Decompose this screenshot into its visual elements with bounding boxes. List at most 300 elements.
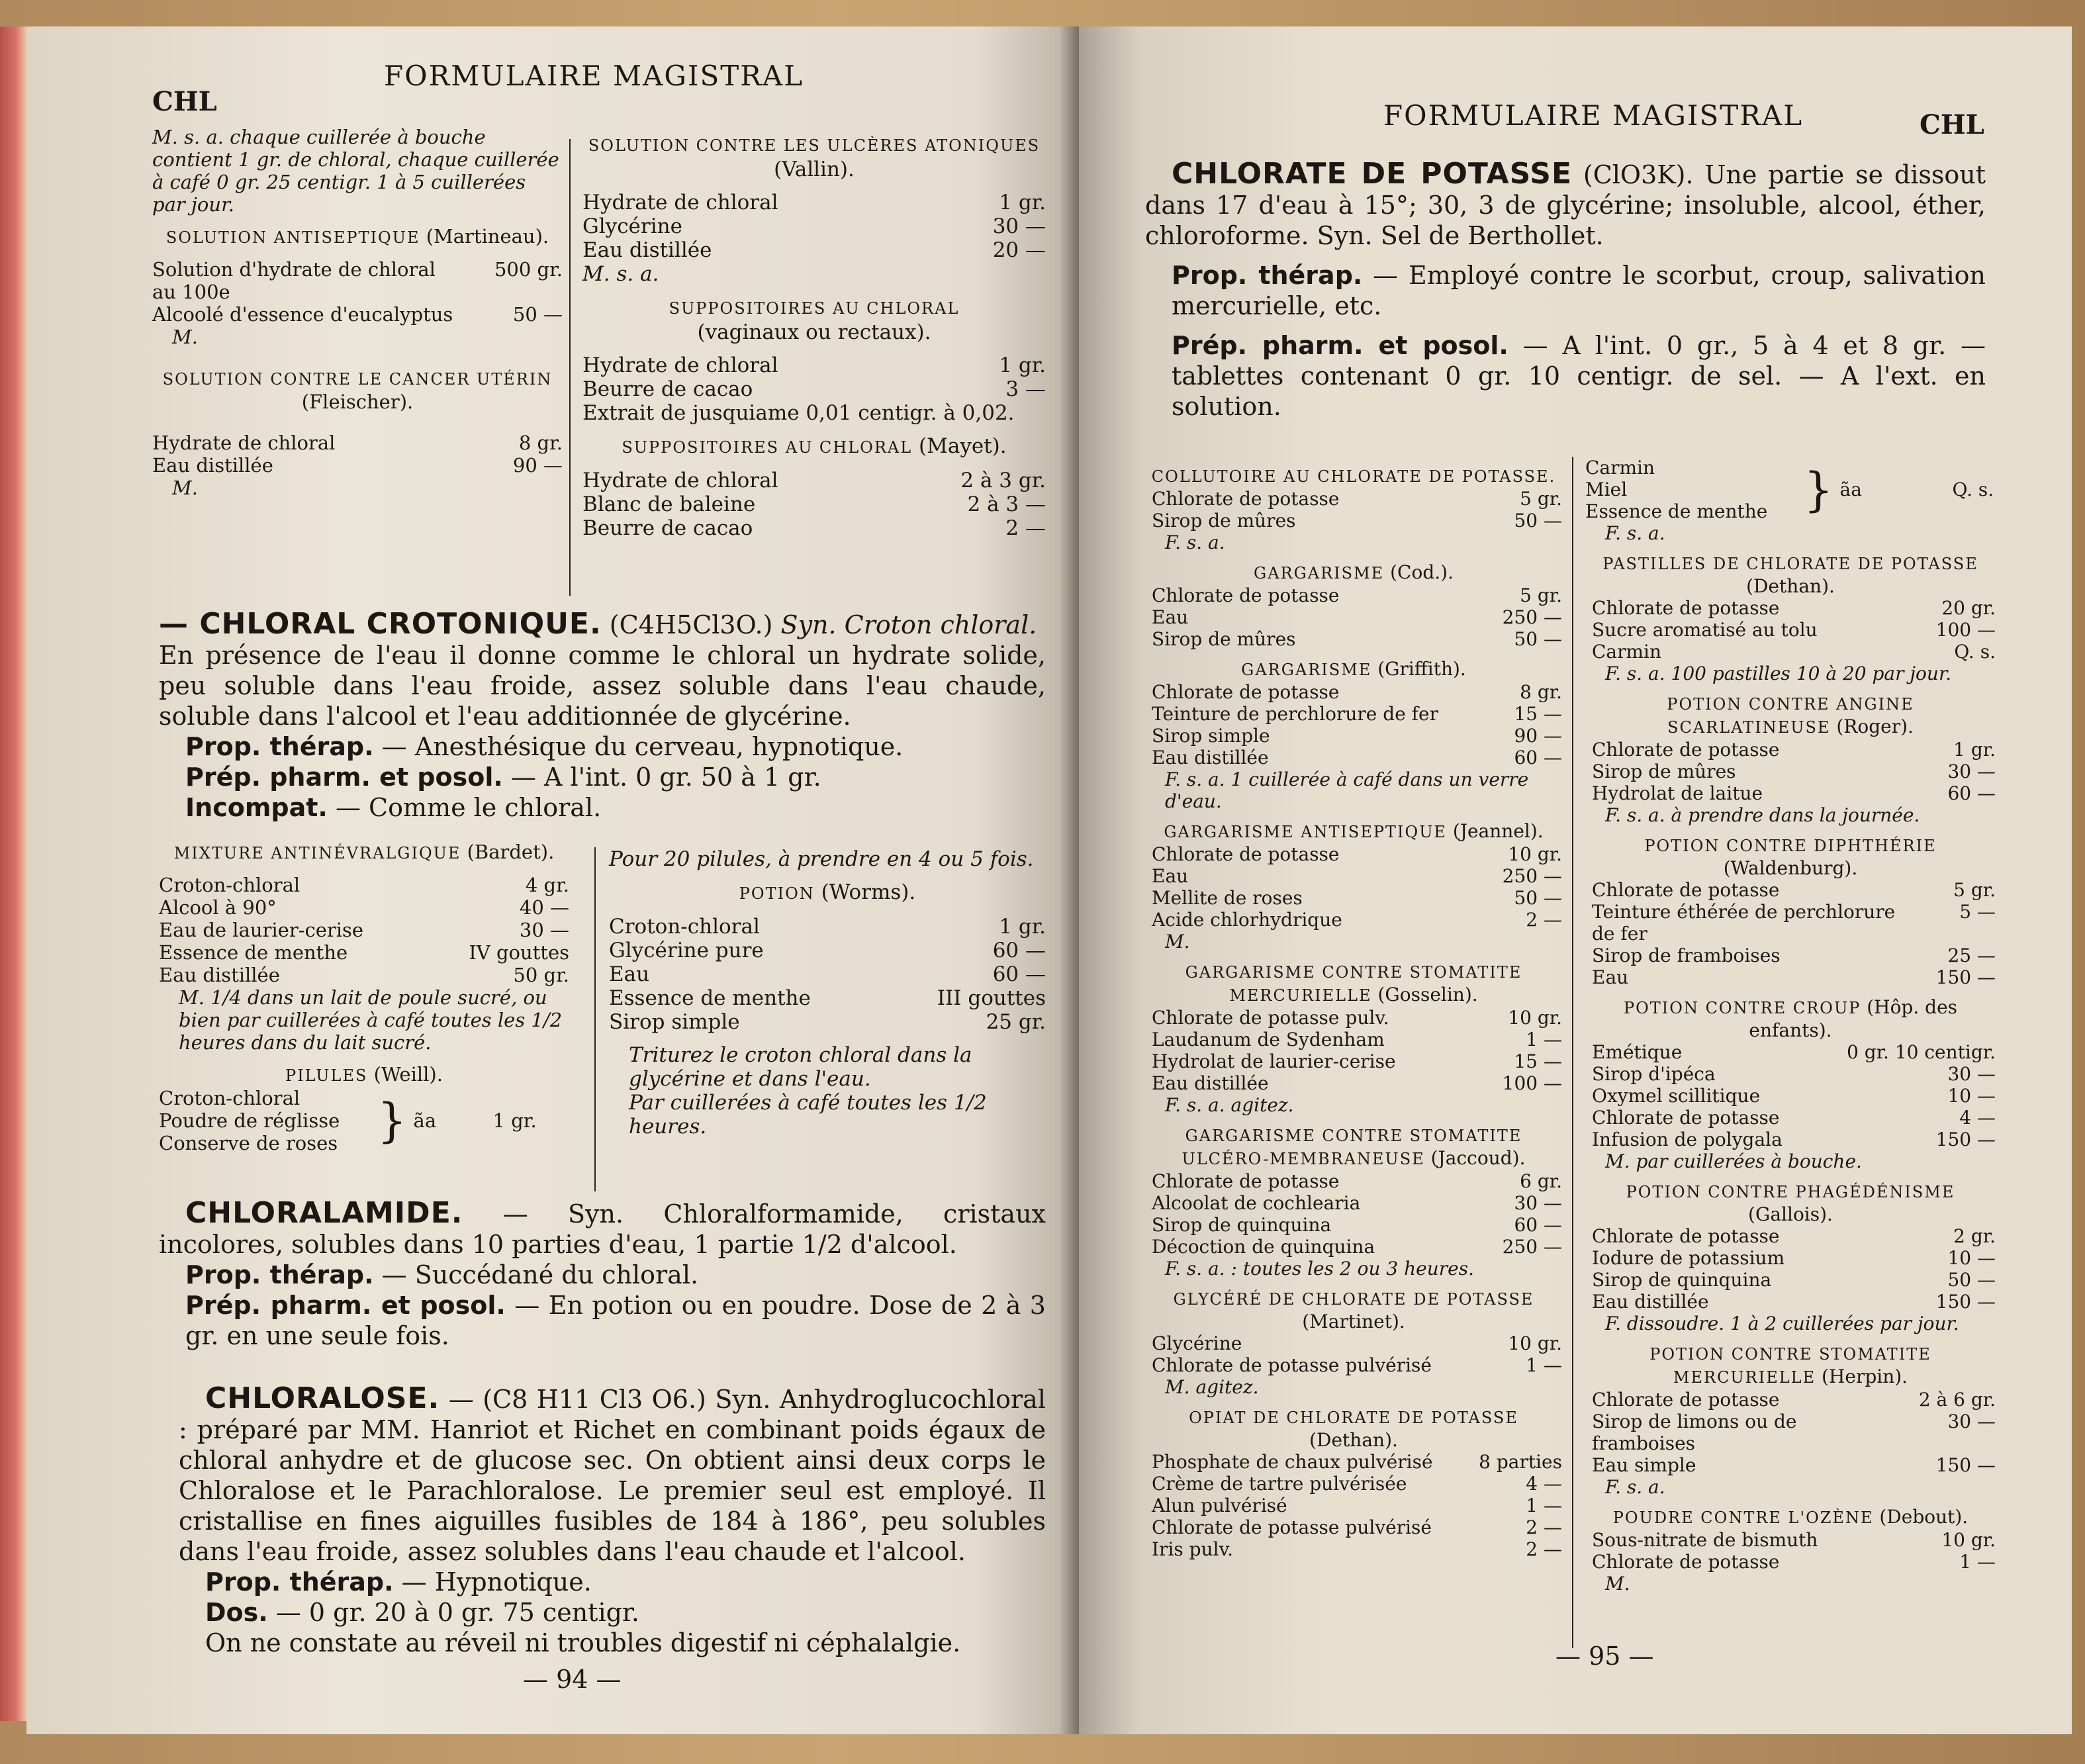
chloralamide-entry <box>159 1198 1046 1351</box>
ingredient-name: Infusion de polygala <box>1592 1129 1783 1150</box>
ingredient-name: Sirop de limons ou de framboises <box>1592 1411 1797 1454</box>
recipe-title: OPIAT DE CHLORATE DE POTASSE <box>1189 1409 1518 1427</box>
ingredient-qty: 15 — <box>1514 1050 1562 1072</box>
recipe-author: (Griffith). <box>1377 658 1466 680</box>
recipe-block <box>1145 465 1562 553</box>
ingredient-qty: 30 — <box>1947 1411 1996 1432</box>
ingredient-row: Hydrate de chloral 2 à 3 gr. <box>582 469 1046 492</box>
ingredient-row <box>1145 725 1562 747</box>
ingredient-row <box>1585 1269 1996 1291</box>
recipe-title: SUPPOSITOIRES AU CHLORAL <box>622 438 913 457</box>
recipe-title: SUPPOSITOIRES AU CHLORAL <box>669 299 960 318</box>
ingredient-row: Glycérine pure 60 — <box>609 939 1046 962</box>
entry-heading: CHLORALAMIDE. <box>185 1196 463 1230</box>
ingredient-name: Sirop de quinquina <box>1592 1269 1772 1291</box>
ingredient-qty: 250 — <box>1502 1236 1562 1258</box>
recipe-title: MIXTURE ANTINÉVRALGIQUE <box>173 844 461 862</box>
ingredient-qty: 8 parties <box>1479 1451 1562 1473</box>
recipe-author: (Gallois). <box>1748 1203 1833 1225</box>
ingredient-qty: 30 — <box>1514 1192 1562 1214</box>
ingredient-qty: 6 gr. <box>1520 1170 1562 1192</box>
recipe-note: M. agitez. <box>1165 1376 1259 1398</box>
ingredient-row <box>1585 1085 1996 1107</box>
chloral-crotonique-entry <box>159 609 1046 823</box>
recipe-author: (Dethan). <box>1309 1429 1398 1451</box>
recipe-author: (Jaccoud). <box>1430 1147 1526 1169</box>
ingredient-row <box>1145 1072 1562 1094</box>
ingredient-qty: 250 — <box>1502 606 1562 628</box>
ingredient-qty: 2 — <box>1526 1538 1562 1560</box>
recipe-block <box>1145 960 1562 1116</box>
ingredient-row <box>1585 597 1996 619</box>
brace-symbol: } <box>1804 462 1833 517</box>
ingredient-row: Croton-chloral 4 gr. <box>159 874 569 896</box>
ingredient-name: Sirop de mûres <box>1152 510 1296 532</box>
ingredient-name: Eau <box>1592 966 1629 988</box>
ingredient-name: Eau distillée <box>1592 1291 1709 1313</box>
ingredient-qty: 1 — <box>1526 1029 1562 1050</box>
ingredient-name: Eau simple <box>1592 1454 1696 1476</box>
ingredient-row <box>1145 1451 1562 1473</box>
recipe-note: M. <box>172 326 198 348</box>
ingredient-name: Teinture éthérée de perchlorure de fer <box>1592 901 1896 945</box>
ingredient-row <box>1585 1225 1996 1247</box>
recipe-author: (Hôp. des enfants). <box>1749 996 1958 1041</box>
running-head-right: FORMULAIRE MAGISTRAL <box>1383 99 1804 132</box>
recipe-note: F. s. a. 100 pastilles 10 à 20 par jour. <box>1605 663 1952 684</box>
recipe-author: (Vallin). <box>774 158 855 181</box>
recipe-note: M. 1/4 dans un lait de poule sucré, ou bien par cuillerées à café toutes les 1/2 heures dans du lait sucré. <box>179 986 563 1054</box>
ingredient-qty: 25 — <box>1947 945 1996 966</box>
ingredient-qty: 50 — <box>1514 887 1562 909</box>
ingredient-qty: 10 — <box>1947 1085 1996 1107</box>
ingredient-name: Sirop de framboises <box>1592 945 1781 966</box>
ingredient-row <box>1585 901 1996 945</box>
ingredient-row <box>1145 1538 1562 1560</box>
recipe-note: F. s. a. <box>1605 1476 1665 1498</box>
ingredient-row <box>1585 761 1996 782</box>
recipe-author: (Gosselin). <box>1377 984 1478 1005</box>
ingredient-row <box>1145 1214 1562 1236</box>
ingredient-row <box>1145 887 1562 909</box>
ingredient-name: Chlorate de potasse <box>1152 488 1340 510</box>
ingredient-qty: 1 — <box>1526 1495 1562 1516</box>
ingredient-name: Emétique <box>1592 1041 1683 1063</box>
ingredient-row <box>1145 510 1562 532</box>
recipe-title: POTION CONTRE ANGINE SCARLATINEUSE <box>1667 695 1914 737</box>
ingredient-qty: 100 — <box>1502 1072 1562 1094</box>
ingredient-qty: 150 — <box>1935 966 1996 988</box>
ingredient-row: Alcoolé d'essence d'eucalyptus 50 — <box>152 303 563 326</box>
recipe-author: (Roger). <box>1836 716 1914 737</box>
recipe-title: POTION CONTRE STOMATITE MERCURIELLE <box>1649 1345 1931 1387</box>
dos-label: Dos. <box>205 1598 268 1627</box>
ingredient-name: Chlorate de potasse <box>1592 1551 1780 1573</box>
ingredient-qty: 10 gr. <box>1508 1332 1562 1354</box>
ingredient-name: Chlorate de potasse <box>1592 1389 1780 1411</box>
ingredient-row <box>1585 782 1996 804</box>
ingredient-qty: 4 — <box>1959 1107 1996 1129</box>
recipe-block <box>1145 820 1562 952</box>
ingredient-row <box>1585 1291 1996 1313</box>
ingredient-name: Chlorate de potasse <box>1592 1225 1780 1247</box>
entry-description: En présence de l'eau il donne comme le chloral un hydrate solide, peu soluble dans l'eau froide, assez soluble dans l'eau chaude, soluble dans l'alcool et l'eau additionnée de glycérine. <box>159 641 1046 731</box>
ingredient-qty: 5 gr. <box>1520 488 1562 510</box>
ingredient-qty: 10 gr. <box>1941 1529 1996 1551</box>
recipe-title: GARGARISME CONTRE STOMATITE ULCÉRO-MEMBRANEUSE <box>1182 1127 1522 1168</box>
ingredient-qty: 15 — <box>1514 703 1562 725</box>
ingredient-row <box>1585 1041 1996 1063</box>
ingredient-qty: 60 — <box>1514 747 1562 768</box>
ingredient-row: Alcool à 90° 40 — <box>159 896 569 919</box>
entry-heading: CHLORALOSE. <box>205 1381 440 1415</box>
ingredient-qty: Q. s. <box>1954 641 1996 663</box>
ingredient-name: Chlorate de potasse <box>1592 597 1780 619</box>
ingredient-row <box>1585 945 1996 966</box>
recipe-block <box>1585 1342 1996 1498</box>
ingredient-row: Sirop simple 25 gr. <box>609 1010 1046 1034</box>
prop-text: — Anesthésique du cerveau, hypnotique. <box>381 732 904 761</box>
prep-label: Prép. pharm. et posol. <box>1172 331 1508 360</box>
ingredient-qty: 10 — <box>1947 1247 1996 1269</box>
right-col2-recipes <box>1585 552 1996 1595</box>
ingredient-row: Eau de laurier-cerise 30 — <box>159 919 569 941</box>
ingredient-name: Hydrolat de laurier-cerise <box>1152 1050 1396 1072</box>
entry-formula: (ClO3K). <box>1583 160 1694 189</box>
ingredient-row: Croton-chloral 1 gr. <box>609 915 1046 939</box>
ingredient-name: Eau distillée <box>1152 1072 1269 1094</box>
entry-synonym: — Syn. Chloralformamide, cristaux incolores, solubles dans 10 parties d'eau, 1 partie 1/2 d'alcool. <box>159 1199 1046 1259</box>
ingredient-name: Glycérine <box>1152 1332 1242 1354</box>
page-number-right: — 95 — <box>1555 1642 1654 1671</box>
left-col1 <box>152 126 563 499</box>
ingredient-name: Chlorate de potasse <box>1152 584 1340 606</box>
ingredient-name: Eau <box>1152 606 1189 628</box>
ingredient-row <box>1585 1411 1996 1454</box>
right-col2 <box>1585 457 1996 1595</box>
entry-formula: — (C8 H11 Cl3 O6.) <box>448 1385 706 1414</box>
ingredient-name: Chlorate de potasse <box>1152 681 1340 703</box>
ingredient-name: Chlorate de potasse <box>1152 1170 1340 1192</box>
ingredient-row: Hydrate de chloral 1 gr. <box>582 191 1046 214</box>
recipe-note: F. s. a. : toutes les 2 ou 3 heures. <box>1165 1258 1474 1279</box>
prop-label: Prop. thérap. <box>185 1260 374 1289</box>
ingredient-name: Iodure de potassium <box>1592 1247 1785 1269</box>
recipe-note: M. <box>172 477 198 499</box>
ingredient-row <box>1145 1236 1562 1258</box>
ingredient-qty: 5 gr. <box>1953 879 1996 901</box>
recipe-note: M. par cuillerées à bouche. <box>1605 1150 1862 1172</box>
ingredient-row: Eau distillée 50 gr. <box>159 964 569 986</box>
recipe-title: SOLUTION CONTRE LES ULCÈRES ATONIQUES <box>588 136 1041 155</box>
ingredient-qty: 50 — <box>1514 628 1562 650</box>
ingredient-row <box>1145 681 1562 703</box>
recipe-note: Triturez le croton chloral dans la glycérine et dans l'eau. <box>629 1043 972 1091</box>
ingredient-row: Hydrate de chloral 8 gr. <box>152 432 563 454</box>
prep-text: — A l'int. 0 gr. 50 à 1 gr. <box>510 763 821 792</box>
recipe-author: (Herpin). <box>1822 1366 1908 1387</box>
recipe-title: SOLUTION CONTRE LE CANCER UTÉRIN <box>162 370 553 389</box>
entry-formula: (C4H5Cl3O.) <box>609 610 773 639</box>
ingredient-name: Oxymel scillitique <box>1592 1085 1761 1107</box>
recipe-block <box>1145 1287 1562 1398</box>
incompat-label: Incompat. <box>185 793 328 822</box>
ingredient-qty: 50 — <box>1947 1269 1996 1291</box>
recipe-title: POTION <box>739 884 815 903</box>
ingredient-row <box>1145 703 1562 725</box>
chloralose-entry <box>179 1383 1046 1658</box>
recipe-title: GARGARISME <box>1254 564 1385 582</box>
ingredient-row <box>1145 1332 1562 1354</box>
ingredient-row <box>1585 1063 1996 1085</box>
ingredient-row: Blanc de baleine 2 à 3 — <box>582 492 1046 516</box>
ingredient-row <box>1145 865 1562 887</box>
column-rule <box>1572 457 1573 1648</box>
recipe-author: (Weill). <box>373 1063 443 1086</box>
ingredient-name: Laudanum de Sydenham <box>1152 1029 1385 1050</box>
ingredient-row: Glycérine 30 — <box>582 214 1046 238</box>
ingredient-qty: 30 — <box>1947 761 1996 782</box>
ingredient-row: Solution d'hydrate de chloral au 100e 500 gr. <box>152 258 563 303</box>
ingredient-row <box>1585 641 1996 663</box>
ingredient-qty: 2 gr. <box>1953 1225 1996 1247</box>
entry-closing-line: On ne constate au réveil ni troubles digestif ni céphalalgie. <box>205 1628 961 1657</box>
running-head-left: FORMULAIRE MAGISTRAL <box>384 60 804 92</box>
recipe-author: (Worms). <box>821 880 916 904</box>
ingredient-qty: 100 — <box>1935 619 1996 641</box>
ingredient-qty: 4 — <box>1526 1473 1562 1495</box>
ingredient-row <box>1145 628 1562 650</box>
recipe-author: (Dethan). <box>1746 575 1835 597</box>
ingredient-qty: 2 — <box>1526 1516 1562 1538</box>
ingredient-name: Alun pulvérisé <box>1152 1495 1287 1516</box>
qty: 1 gr. <box>492 1109 537 1132</box>
ingredient-qty: 10 gr. <box>1508 1007 1562 1029</box>
recipe-block <box>1145 1124 1562 1279</box>
ingredient-name: Sucre aromatisé au tolu <box>1592 619 1818 641</box>
ingredient-row <box>1145 1029 1562 1050</box>
ingredient-qty: 150 — <box>1935 1129 1996 1150</box>
page-number-left: — 94 — <box>523 1665 622 1694</box>
ingredient-row <box>1145 1192 1562 1214</box>
ingredient-qty: 150 — <box>1935 1454 1996 1476</box>
ingredient-row: Beurre de cacao 3 — <box>582 377 1046 401</box>
recipe-title: GARGARISME CONTRE STOMATITE MERCURIELLE <box>1185 963 1522 1005</box>
recipe-author: (Jeannel). <box>1452 820 1544 842</box>
recipe-note: Par cuillerées à café toutes les 1/2 heures. <box>629 1091 987 1138</box>
recipe-block <box>1585 552 1996 684</box>
ingredient-row <box>1145 606 1562 628</box>
ingredient-name: Iris pulv. <box>1152 1538 1233 1560</box>
ingredient-name: Sous-nitrate de bismuth <box>1592 1529 1818 1551</box>
ingredient-row <box>1585 1454 1996 1476</box>
ingredient-row <box>1145 747 1562 768</box>
col2-top-ingredients: Carmin Miel Essence de menthe } ãa Q. s. <box>1585 457 1994 522</box>
recipe-note: F. s. a. <box>1165 532 1225 553</box>
ingredient-qty: 10 gr. <box>1508 843 1562 865</box>
recipe-author: (Fleischer). <box>301 391 414 413</box>
recipe-note: M. <box>1605 1573 1630 1595</box>
recipe-block <box>1145 658 1562 812</box>
ingredient-qty: 0 gr. 10 centigr. <box>1847 1041 1996 1063</box>
recipe-block <box>1585 692 1996 826</box>
ingredient-row <box>1145 1495 1562 1516</box>
ingredient-row <box>1145 1050 1562 1072</box>
section-tag-right: CHL <box>1920 109 1984 140</box>
ingredient-qty: 1 — <box>1526 1354 1562 1376</box>
ingredient-name: Crème de tartre pulvérisée <box>1152 1473 1407 1495</box>
ingredient-row <box>1585 879 1996 901</box>
ingredient-qty: 2 — <box>1526 909 1562 931</box>
ingredient-qty: 250 — <box>1502 865 1562 887</box>
ingredient-qty: 8 gr. <box>1520 681 1562 703</box>
ingredient-row <box>1585 1389 1996 1411</box>
recipe-title: SOLUTION ANTISEPTIQUE <box>165 228 420 247</box>
qty: Q. s. <box>1952 479 1994 500</box>
left-lower-col2 <box>609 847 1046 1138</box>
ingredient-name: Sirop de quinquina <box>1152 1214 1332 1236</box>
recipe-block <box>1585 834 1996 988</box>
ingredient-name: Sirop de mûres <box>1152 628 1296 650</box>
ingredient-qty: 60 — <box>1947 782 1996 804</box>
ingredient-row <box>1585 619 1996 641</box>
prep-label: Prép. pharm. et posol. <box>185 763 503 792</box>
ingredient-row <box>1145 1170 1562 1192</box>
chlorate-entry <box>1145 159 1986 422</box>
ingredient-row <box>1145 843 1562 865</box>
recipe-title: PASTILLES DE CHLORATE DE POTASSE <box>1602 555 1978 573</box>
right-page <box>1079 26 2072 1734</box>
ingredient-row: Essence de menthe IV gouttes <box>159 941 569 964</box>
entry-heading: CHLORATE DE POTASSE <box>1172 157 1573 191</box>
ingredient-row <box>1145 1473 1562 1495</box>
ingredient-row <box>1145 1516 1562 1538</box>
ingredient-name: Teinture de perchlorure de fer <box>1152 703 1438 725</box>
ingredient-qty: 60 — <box>1514 1214 1562 1236</box>
ingredient-name: Sirop de mûres <box>1592 761 1736 782</box>
ingredient-name: Chlorate de potasse pulv. <box>1152 1007 1389 1029</box>
ingredient-row <box>1585 1107 1996 1129</box>
recipe-title: POTION CONTRE CROUP <box>1623 999 1861 1017</box>
recipe-title: GARGARISME <box>1241 661 1372 679</box>
recipe-author: (Mayet). <box>919 434 1007 458</box>
entry-synonym: Syn. Anhydroglucochloral : préparé par MM. Hanriot et Richet en combinant poids égaux de chloral anhydre et de glucose sec. On obtient ainsi deux corps le Chloralose et le Parachloralose. Le premier seul est employé. Il cristallise en fines aiguilles fusibles de 184 à 186°, peu solubles dans l'eau froide, assez solubles dans l'eau chaude et l'alcool. <box>179 1385 1046 1566</box>
recipe-author: (Cod.). <box>1390 561 1454 583</box>
recipe-note: F. s. a. agitez. <box>1165 1094 1294 1116</box>
ingredient-name: Eau <box>1152 865 1189 887</box>
recipe-title: PILULES <box>285 1066 368 1085</box>
ingredient-qty: 5 — <box>1959 901 1996 923</box>
prop-label: Prop. thérap. <box>1172 261 1363 290</box>
ingredient-row <box>1585 1551 1996 1573</box>
ingredient-qty: 2 à 6 gr. <box>1918 1389 1996 1411</box>
ingredient-row <box>1585 1247 1996 1269</box>
ingredient-name: Chlorate de potasse <box>1152 843 1340 865</box>
recipe-block <box>1145 1406 1562 1560</box>
dos-text: — 0 gr. 20 à 0 gr. 75 centigr. <box>275 1598 639 1627</box>
ingredient-name: Carmin <box>1592 641 1662 663</box>
ingredient-qty: 1 gr. <box>1953 739 1996 761</box>
ingredient-qty: 50 — <box>1514 510 1562 532</box>
prep-text: — A l'int. 0 gr., 5 à 4 et 8 gr. — tablettes contenant 0 gr. 10 centigr. de sel. — A l'ext. en solution. <box>1172 331 1986 421</box>
ingredient-row: Hydrate de chloral 1 gr. <box>582 353 1046 377</box>
ingredient-qty: 90 — <box>1514 725 1562 747</box>
prop-label: Prop. thérap. <box>185 732 374 761</box>
recipe-author: (vaginaux ou rectaux). <box>697 320 931 344</box>
aa-symbol: ãa <box>1839 479 1862 500</box>
recipe-author: (Bardet). <box>467 841 555 863</box>
ingredient-name: Sirop d'ipéca <box>1592 1063 1716 1085</box>
prop-text: — Hypnotique. <box>401 1567 592 1597</box>
recipe-note: M. s. a. <box>582 262 659 286</box>
recipe-title: POTION CONTRE DIPHTHÉRIE <box>1644 837 1937 855</box>
ingredient-name: Mellite de roses <box>1152 887 1303 909</box>
recipe-title: POUDRE CONTRE L'OZÈNE <box>1612 1509 1874 1527</box>
recipe-block <box>1585 1180 1996 1334</box>
recipe-note: F. s. a. 1 cuillerée à café dans un verre d'eau. <box>1165 768 1529 812</box>
right-col1 <box>1145 457 1562 1560</box>
ingredient-qty: 150 — <box>1935 1291 1996 1313</box>
ingredient-row <box>1145 488 1562 510</box>
column-rule <box>569 139 571 596</box>
ingredient-row: Eau distillée 90 — <box>152 454 563 477</box>
brace-symbol: } <box>377 1093 407 1148</box>
recipe-block <box>1145 561 1562 650</box>
prep-label: Prép. pharm. et posol. <box>185 1291 506 1320</box>
recipe-author: (Waldenburg). <box>1723 857 1858 879</box>
recipe-block <box>1585 996 1996 1172</box>
left-lower-col1 <box>159 841 569 1154</box>
recipe-title: POTION CONTRE PHAGÉDÉNISME <box>1626 1183 1955 1201</box>
ingredient-name: Chlorate de potasse <box>1592 879 1780 901</box>
ingredient-name: Chlorate de potasse pulvérisé <box>1152 1516 1432 1538</box>
recipe-note: F. s. a. <box>1605 522 1665 544</box>
pilules-ingredients: Croton-chloral Poudre de réglisse Conserve de roses } ãa 1 gr. <box>159 1087 537 1154</box>
ingredient-name: Phosphate de chaux pulvérisé <box>1152 1451 1433 1473</box>
ingredient-row <box>1585 739 1996 761</box>
book-page-edges <box>0 26 26 1721</box>
ingredient-row: Eau 60 — <box>609 962 1046 986</box>
aa-symbol: ãa <box>413 1109 437 1132</box>
recipe-block <box>1585 1506 1996 1595</box>
ingredient-row <box>1585 1129 1996 1150</box>
ingredient-row <box>1145 909 1562 931</box>
ingredient-name: Sirop simple <box>1152 725 1270 747</box>
pilules-dosage-note: Pour 20 pilules, à prendre en 4 ou 5 fois. <box>609 847 1034 871</box>
left-page <box>26 26 1079 1734</box>
ingredient-name: Chlorate de potasse pulvérisé <box>1152 1354 1432 1376</box>
ingredient-qty: 5 gr. <box>1520 584 1562 606</box>
ingredient-name: Eau distillée <box>1152 747 1269 768</box>
section-tag-left: CHL <box>152 86 217 117</box>
recipe-note: M. <box>1165 931 1190 952</box>
ingredient-row <box>1145 1007 1562 1029</box>
recipe-title: GARGARISME ANTISEPTIQUE <box>1164 823 1447 841</box>
recipe-note: F. s. a. à prendre dans la journée. <box>1605 804 1920 826</box>
ingredient-row <box>1145 1354 1562 1376</box>
ingredient-name: Décoction de quinquina <box>1152 1236 1375 1258</box>
ingredient-row: Extrait de jusquiame 0,01 centigr. à 0,02. <box>582 401 1015 425</box>
ingredient-name: Chlorate de potasse <box>1592 739 1780 761</box>
ingredient-row: Eau distillée 20 — <box>582 238 1046 262</box>
prop-label: Prop. thérap. <box>205 1567 394 1597</box>
recipe-author: (Martineau). <box>426 225 549 248</box>
ingredient-qty: 30 — <box>1947 1063 1996 1085</box>
ingredient-row <box>1585 1529 1996 1551</box>
prop-text: — Succédané du chloral. <box>381 1260 699 1289</box>
ingredient-name: Chlorate de potasse <box>1592 1107 1780 1129</box>
recipe-title: COLLUTOIRE AU CHLORATE DE POTASSE. <box>1151 467 1556 486</box>
